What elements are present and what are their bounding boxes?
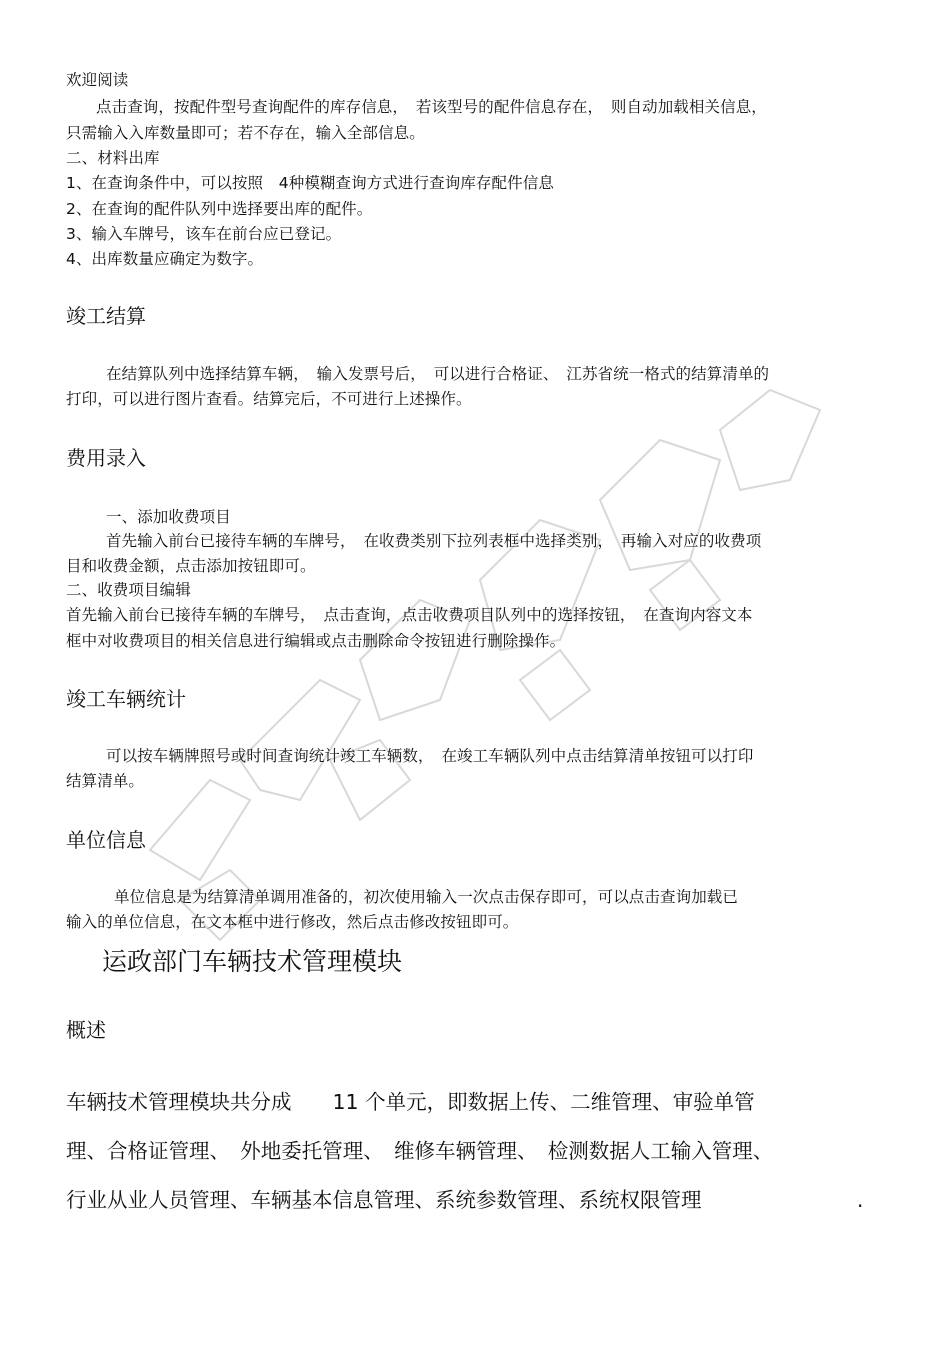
intro-line-2: 只需输入入库数量即可；若不存在，输入全部信息。: [66, 124, 425, 142]
fee-sub2-line-2: 框中对收费项目的相关信息进行编辑或点击删除命令按钮进行删除操作。: [66, 632, 566, 650]
unit-line-2: 输入的单位信息，在文本框中进行修改，然后点击修改按钮即可。: [66, 913, 519, 931]
fee-sub2-line-1: 首先输入前台已接待车辆的车牌号， 点击查询，点击收费项目队列中的选择按钮， 在查询内容文本: [66, 606, 753, 624]
material-out-item-2: 2、在查询的配件队列中选择要出库的配件。: [66, 200, 373, 218]
fee-heading: 费用录入: [66, 446, 146, 470]
overview-line-2: 理、合格证管理、 外地委托管理、 维修车辆管理、 检测数据人工输入管理、: [66, 1139, 774, 1163]
unit-line-1: 单位信息是为结算清单调用准备的，初次使用输入一次点击保存即可，可以点击查询加载已: [114, 888, 739, 906]
material-out-item-1: 1、在查询条件中，可以按照 4种模糊查询方式进行查询库存配件信息: [66, 174, 554, 192]
settlement-line-2: 打印，可以进行图片查看。结算完后，不可进行上述操作。: [66, 390, 472, 408]
material-out-item-3: 3、输入车牌号，该车在前台应已登记。: [66, 225, 342, 243]
settlement-heading: 竣工结算: [66, 304, 146, 328]
intro-line-1: 点击查询，按配件型号查询配件的库存信息， 若该型号的配件信息存在， 则自动加载相关信息，: [96, 98, 767, 116]
stats-line-2: 结算清单。: [66, 772, 145, 790]
material-out-title: 二、材料出库: [66, 149, 160, 167]
stats-line-1: 可以按车辆牌照号或时间查询统计竣工车辆数， 在竣工车辆队列中点击结算清单按钮可以打印: [106, 747, 754, 765]
module-heading: 运政部门车辆技术管理模块: [102, 947, 403, 976]
fee-sub2-title: 二、收费项目编辑: [66, 581, 191, 599]
overview-line-1: 车辆技术管理模块共分成 11 个单元，即数据上传、二维管理、审验单管: [66, 1090, 755, 1114]
unit-heading: 单位信息: [66, 828, 146, 852]
material-out-item-4: 4、出库数量应确定为数字。: [66, 250, 264, 268]
welcome-label: 欢迎阅读: [66, 71, 129, 89]
fee-sub1-line-1: 首先输入前台已接待车辆的车牌号， 在收费类别下拉列表框中选择类别， 再输入对应的收费项: [106, 532, 762, 550]
settlement-line-1: 在结算队列中选择结算车辆， 输入发票号后， 可以进行合格证、 江苏省统一格式的结算清单的: [106, 365, 770, 383]
overview-line-3: 行业从业人员管理、车辆基本信息管理、系统参数管理、系统权限管理: [66, 1188, 702, 1212]
overview-heading: 概述: [66, 1018, 106, 1042]
fee-sub1-title: 一、添加收费项目: [106, 508, 231, 526]
fee-sub1-line-2: 目和收费金额，点击添加按钮即可。: [66, 557, 316, 575]
stats-heading: 竣工车辆统计: [66, 687, 186, 711]
overview-trailing-dot: .: [857, 1188, 864, 1212]
